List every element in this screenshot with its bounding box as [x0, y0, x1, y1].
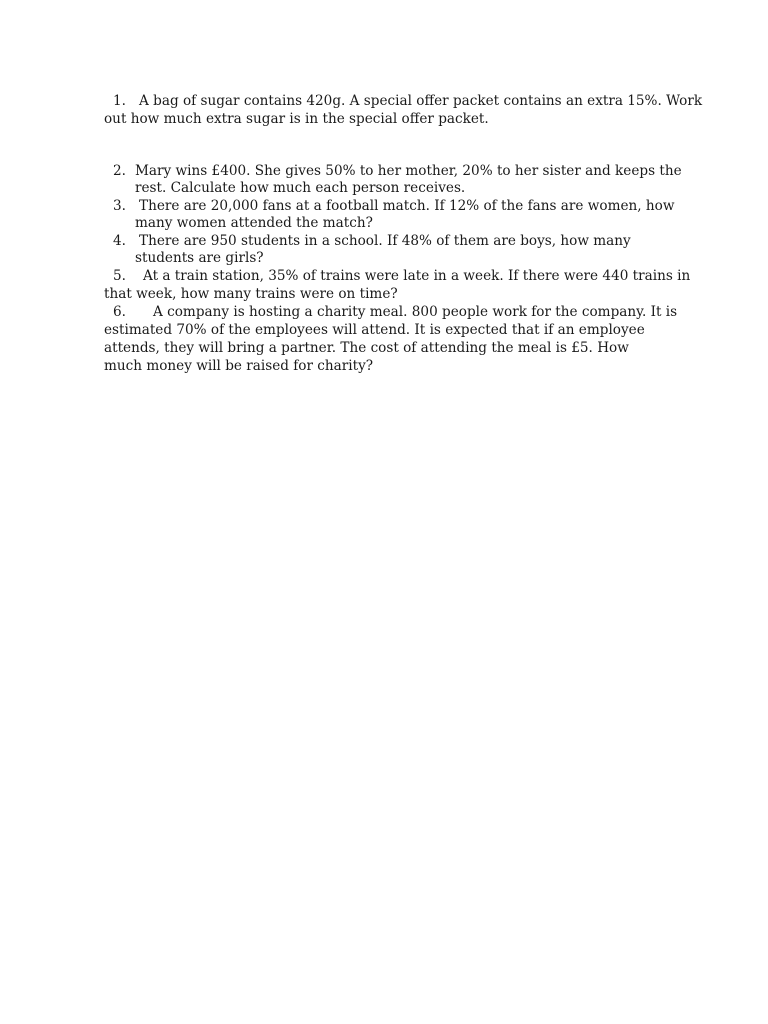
question-4-text-line-1: There are 950 students in a school. If 48% of them are boys, how many [139, 233, 631, 249]
question-3-text-line-2: many women attended the match? [135, 215, 373, 231]
question-6-text-line-4: much money will be raised for charity? [104, 358, 374, 374]
question-3-text-line-1: There are 20,000 fans at a football match. If 12% of the fans are women, how [139, 198, 675, 214]
question-5-number: 5. [113, 268, 126, 284]
question-6-text-line-3: attends, they will bring a partner. The cost of attending the meal is £5. How [104, 340, 629, 356]
question-6-text-line-2: estimated 70% of the employees will attend. It is expected that if an employee [104, 322, 645, 338]
question-1-number: 1. [113, 93, 126, 109]
question-2-text-line-2: rest. Calculate how much each person receives. [135, 180, 466, 196]
question-6-number: 6. [113, 304, 126, 320]
question-2-text-line-1: Mary wins £400. She gives 50% to her mother, 20% to her sister and keeps the [135, 163, 682, 179]
question-5-text-line-1: At a train station, 35% of trains were late in a week. If there were 440 trains in [143, 268, 691, 284]
question-1-text-line-2: out how much extra sugar is in the special offer packet. [104, 111, 489, 127]
question-5-text-line-2: that week, how many trains were on time? [104, 286, 398, 302]
question-2-number: 2. [113, 163, 126, 179]
question-4-text-line-2: students are girls? [135, 250, 264, 266]
question-1-text-line-1: A bag of sugar contains 420g. A special offer packet contains an extra 15%. Work [139, 93, 703, 109]
question-3-number: 3. [113, 198, 126, 214]
question-6-text-line-1: A company is hosting a charity meal. 800 people work for the company. It is [153, 304, 678, 320]
question-4-number: 4. [113, 233, 126, 249]
